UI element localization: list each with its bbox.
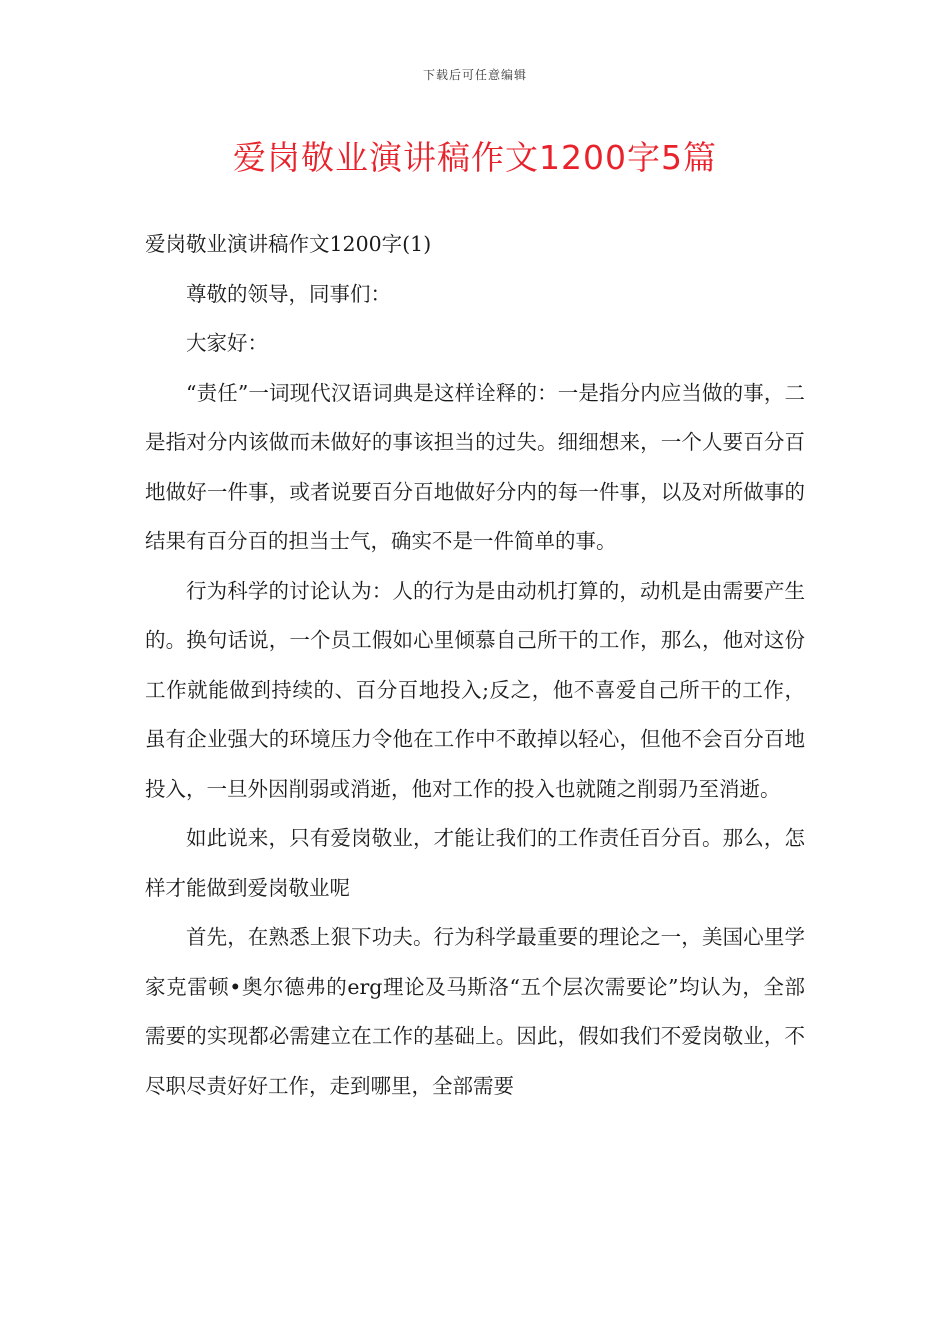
paragraph-greeting: 大家好： bbox=[186, 331, 268, 355]
document-title: 爱岗敬业演讲稿作文1200字5篇 bbox=[233, 138, 717, 177]
document-body bbox=[145, 220, 805, 1111]
paragraph-salutation: 尊敬的领导，同事们： bbox=[186, 281, 391, 306]
paragraph-behavior-science: 行为科学的讨论认为：人的行为是由动机打算的，动机是由需要产生的。换句话说，一个员工假如心里倾慕自己所干的工作，那么，他对这份工作就能做到持续的、百分百地投入;反之，他不喜爱自己所干的工作，虽有企业强大的环境压力令他在工作中不敢掉以轻心，但他不会百分百地投入，一旦外因削弱或消逝，他对工作的投入也就随之削弱乃至消逝。 bbox=[145, 578, 805, 801]
header-note: 下载后可任意编辑 bbox=[422, 68, 527, 82]
section-heading: 爱岗敬业演讲稿作文1200字(1) bbox=[145, 232, 432, 256]
paragraph-conclusion: 如此说来，只有爱岗敬业，才能让我们的工作责任百分百。那么，怎样才能做到爱岗敬业呢 bbox=[145, 826, 805, 900]
paragraph-responsibility: “责任”一词现代汉语词典是这样诠释的：一是指分内应当做的事，二是指对分内该做而未做好的事该担当的过失。细细想来，一个人要百分百地做好一件事，或者说要百分百地做好分内的每一件事，以及对所做事的结果有百分百的担当士气，确实不是一件简单的事。 bbox=[145, 380, 805, 553]
paragraph-first-point: 首先，在熟悉上狠下功夫。行为科学最重要的理论之一，美国心里学家克雷顿•奥尔德弗的erg理论及马斯洛“五个层次需要论”均认为，全部需要的实现都必需建立在工作的基础上。因此，假如我们不爱岗敬业，不尽职尽责好好工作，走到哪里，全部需要 bbox=[145, 925, 805, 1098]
